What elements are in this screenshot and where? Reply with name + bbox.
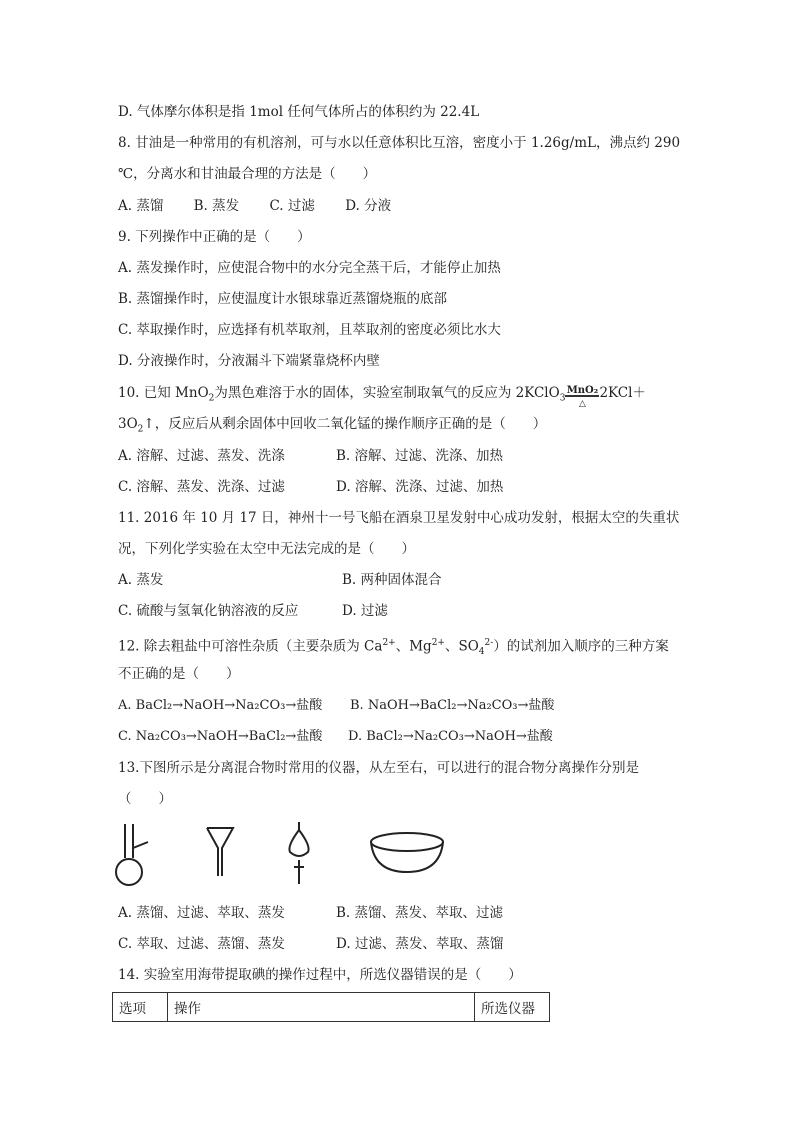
q9-option-a: A. 蒸发操作时，应使混合物中的水分完全蒸干后，才能停止加热: [118, 260, 501, 276]
q11-option-d: D. 过滤: [342, 603, 388, 619]
q10-option-d: D. 溶解、洗涤、过滤、加热: [336, 479, 504, 495]
q10-text-a: 10. 已知 MnO: [118, 385, 209, 401]
q10-text-c: 2KCl＋: [599, 385, 646, 401]
so4-sub: 4: [478, 647, 485, 658]
q10-option-a: A. 溶解、过滤、蒸发、洗涤: [118, 448, 285, 464]
evaporating-dish-icon: [371, 833, 443, 872]
q14-stem: 14. 实验室用海带提取碘的操作过程中，所选仪器错误的是（ ）: [118, 967, 522, 983]
q12-option-c: C. Na₂CO₃→NaOH→BaCl₂→盐酸: [118, 729, 323, 744]
so4-charge: 2-: [484, 638, 494, 648]
q9-option-d: D. 分液操作时，分液漏斗下端紧靠烧杯内壁: [118, 353, 380, 369]
header-option: 选项: [113, 993, 168, 1022]
q13-apparatus-figure: [112, 820, 472, 890]
q8-options: [118, 196, 417, 216]
q13-option-a: A. 蒸馏、过滤、萃取、蒸发: [118, 905, 285, 921]
table-header-row: [113, 993, 550, 1022]
q9-option-b: B. 蒸馏操作时，应使温度计水银球靠近蒸馏烧瓶的底部: [118, 291, 448, 307]
q10-sub: 2: [208, 393, 215, 404]
q10-text-b: 为黑色难溶于水的固体，实验室制取氧气的反应为 2KClO: [214, 385, 560, 401]
heat-label: △: [578, 398, 586, 409]
q13-stem-line1: 13.下图所示是分离混合物时常用的仪器，从左至右，可以进行的混合物分离操作分别是: [118, 760, 639, 776]
q10-sub2: 3: [559, 393, 566, 404]
q11-stem-line1: 11. 2016 年 10 月 17 日，神州十一号飞船在酒泉卫星发射中心成功发射，根据太空的失重状: [118, 510, 680, 526]
mg-charge: 2+: [431, 638, 445, 648]
q12-stem-line2: 不正确的是（ ）: [118, 666, 240, 682]
q12-text-c: 、SO: [444, 638, 479, 655]
header-instrument: 所选仪器: [475, 993, 550, 1022]
funnel-icon: [207, 828, 233, 876]
q12-option-d: D. BaCl₂→Na₂CO₃→NaOH→盐酸: [348, 729, 553, 744]
q10-text-e: ↑，反应后从剩余固体中回收二氧化锰的操作顺序正确的是（ ）: [143, 416, 547, 432]
q13-stem-line2: （ ）: [118, 791, 172, 807]
q12-text-b: 、Mg: [395, 638, 432, 655]
q8-option-d: D. 分液: [345, 198, 392, 214]
q10-option-c: C. 溶解、蒸发、洗涤、过滤: [118, 479, 285, 495]
q9-option-c: C. 萃取操作时，应选择有机萃取剂，且萃取剂的密度必须比水大: [118, 322, 501, 338]
q8-option-a: A. 蒸馏: [118, 198, 164, 214]
q12-stem-line1: [118, 633, 669, 662]
reaction-condition-arrow: [565, 384, 599, 409]
header-operation: 操作: [168, 993, 475, 1022]
q7-option-d: D. 气体摩尔体积是指 1mol 任何气体所占的体积约为 22.4L: [118, 104, 480, 120]
q11-option-c: C. 硫酸与氢氧化钠溶液的反应: [118, 603, 299, 619]
q8-option-c: C. 过滤: [269, 198, 315, 214]
q12-text-a: 12. 除去粗盐中可溶性杂质（主要杂质为 Ca: [118, 638, 383, 655]
q11-option-b: B. 两种固体混合: [342, 572, 442, 588]
q10-stem-line2: [118, 414, 546, 440]
q12-option-b: B. NaOH→BaCl₂→Na₂CO₃→盐酸: [350, 698, 555, 713]
separatory-funnel-icon: [289, 822, 308, 884]
q10-text-d: 3O: [118, 416, 138, 432]
q8-stem-line1: 8. 甘油是一种常用的有机溶剂，可与水以任意体积比互溶，密度小于 1.26g/mL，沸点约 290: [118, 135, 681, 151]
q11-stem-line2: 况，下列化学实验在太空中无法完成的是（ ）: [118, 541, 415, 557]
q12-text-d: ）的试剂加入顺序的三种方案: [493, 638, 669, 655]
q10-option-b: B. 溶解、过滤、洗涤、加热: [336, 448, 504, 464]
q10-stem-line1: [118, 383, 646, 409]
q8-option-b: B. 蒸发: [193, 198, 240, 214]
q13-option-b: B. 蒸馏、蒸发、萃取、过滤: [336, 905, 504, 921]
q11-option-a: A. 蒸发: [118, 572, 164, 588]
q13-option-d: D. 过滤、蒸发、萃取、蒸馏: [336, 936, 504, 952]
q10-sub3: 2: [137, 424, 144, 435]
catalyst-label: MnO₂: [566, 384, 599, 396]
q14-table: [112, 992, 550, 1022]
q8-stem-line2: ℃，分离水和甘油最合理的方法是（ ）: [118, 166, 377, 182]
distillation-flask-icon: [116, 824, 148, 885]
q12-option-a: A. BaCl₂→NaOH→Na₂CO₃→盐酸: [118, 698, 323, 713]
q9-stem: 9. 下列操作中正确的是（ ）: [118, 229, 311, 245]
ca-charge: 2+: [382, 638, 396, 648]
q13-option-c: C. 萃取、过滤、蒸馏、蒸发: [118, 936, 285, 952]
